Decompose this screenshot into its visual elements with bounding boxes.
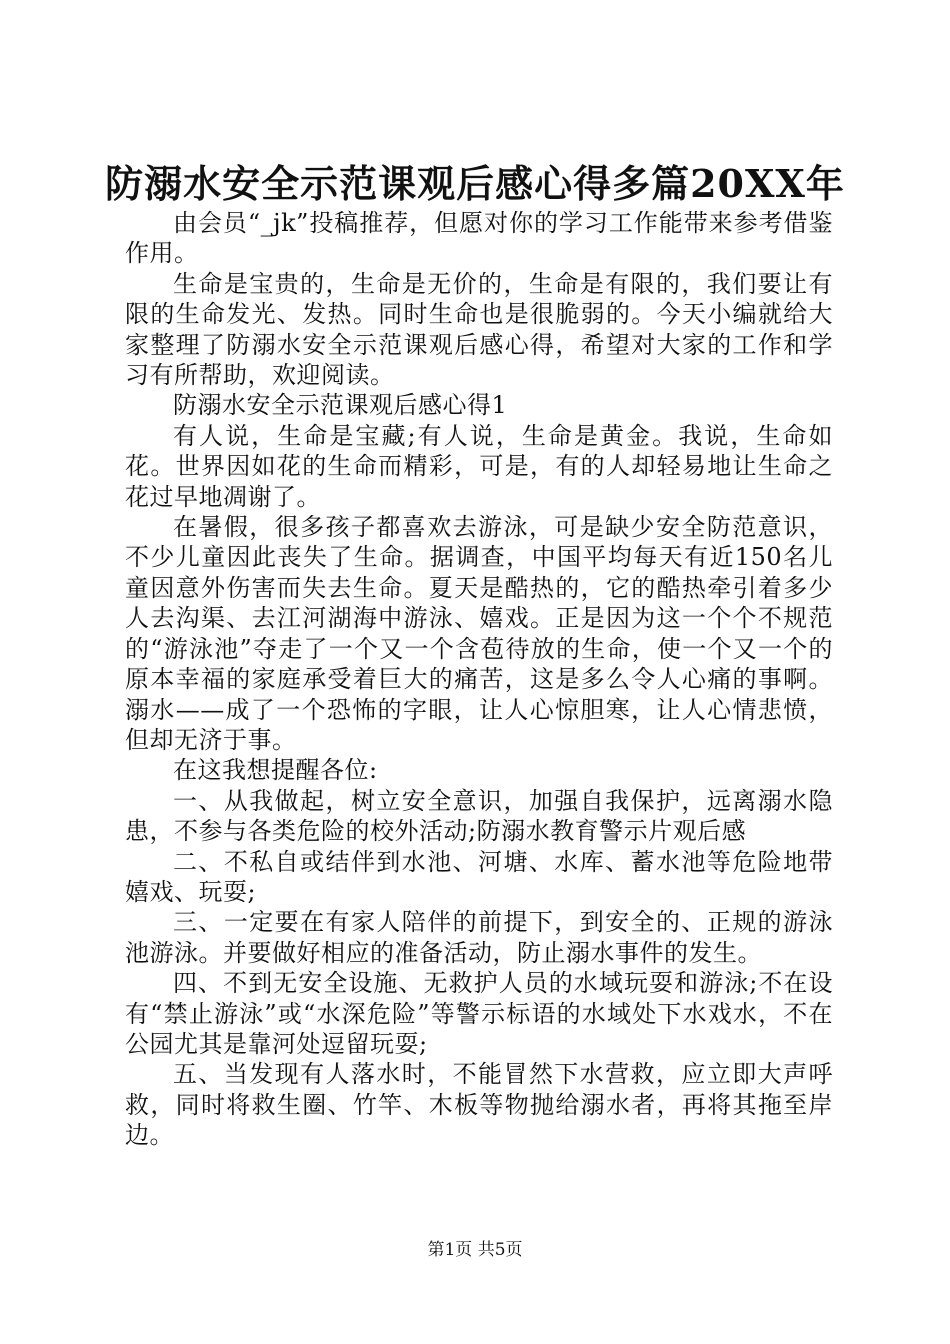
document-body [125, 208, 833, 1151]
page-number-footer: 第1页 共5页 [427, 1240, 523, 1260]
body-paragraph: 有人说，生命是宝藏;有人说，生命是黄金。我说，生命如花。世界因如花的生命而精彩，可是，有的人却轻易地让生命之花过早地凋谢了。 [125, 421, 833, 511]
body-paragraph: 生命是宝贵的，生命是无价的，生命是有限的，我们要让有限的生命发光、发热。同时生命也是很脆弱的。今天小编就给大家整理了防溺水安全示范课观后感心得，希望对大家的工作和学习有所帮助，欢迎阅读。 [125, 269, 833, 390]
document-title: 防溺水安全示范课观后感心得多篇20XX年 [105, 161, 845, 206]
list-item: 四、不到无安全设施、无救护人员的水域玩耍和游泳;不在设有“禁止游泳”或“水深危险”等警示标语的水域处下水戏水，不在公园尤其是靠河处逗留玩耍; [125, 969, 833, 1058]
intro-paragraph: 由会员“_jk”投稿推荐，但愿对你的学习工作能带来参考借鉴作用。 [125, 209, 833, 268]
body-paragraph: 在暑假，很多孩子都喜欢去游泳，可是缺少安全防范意识，不少儿童因此丧失了生命。据调查，中国平均每天有近150名儿童因意外伤害而失去生命。夏天是酷热的，它的酷热牵引着多少人去沟渠、去江河湖海中游泳、嬉戏。正是因为这一个个不规范的“游泳池”夺走了一个又一个含苞待放的生命，使一个又一个的原本幸福的家庭承受着巨大的痛苦，这是多么令人心痛的事啊。溺水——成了一个恐怖的字眼，让人心惊胆寒，让人心情悲愤，但却无济于事。 [125, 513, 833, 754]
list-item: 五、当发现有人落水时，不能冒然下水营救，应立即大声呼救，同时将救生圈、竹竿、木板等物抛给溺水者，再将其拖至岸边。 [125, 1060, 833, 1150]
list-item: 三、一定要在有家人陪伴的前提下，到安全的、正规的游泳池游泳。并要做好相应的准备活动，防止溺水事件的发生。 [125, 908, 833, 967]
list-item: 一、从我做起，树立安全意识，加强自我保护，远离溺水隐患，不参与各类危险的校外活动;防溺水教育警示片观后感 [125, 786, 833, 846]
section-heading: 防溺水安全示范课观后感心得1 [173, 391, 508, 420]
list-item: 二、不私自或结伴到水池、河塘、水库、蓄水池等危险地带嬉戏、玩耍; [125, 847, 833, 906]
body-paragraph: 在这我想提醒各位: [173, 756, 378, 785]
